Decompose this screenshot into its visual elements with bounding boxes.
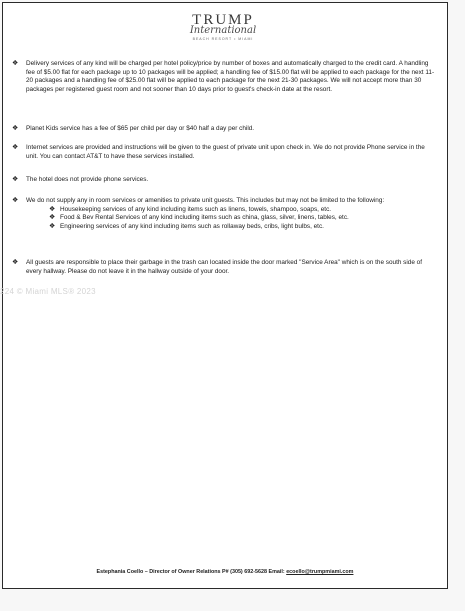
diamond-bullet-icon: ❖ [12, 144, 19, 151]
diamond-bullet-icon: ❖ [49, 222, 56, 230]
logo-wordmark: TRUMP [192, 12, 254, 28]
policy-text: Internet services are provided and instructions will be given to the guest of private unit upon check in. We do not provide Phone service in the unit. You can contact AT&T to have these services installed. [26, 144, 425, 160]
logo-tagline: BEACH RESORT • MIAMI [192, 37, 254, 41]
diamond-bullet-icon: ❖ [12, 176, 19, 183]
signature-text: Estephania Coello – Director of Owner Relations P# (305) 692-5628 Email: [96, 569, 285, 575]
policy-item-garbage [12, 259, 438, 276]
policy-text: Delivery services of any kind will be charged per hotel policy/price by number of boxes and automatically charged to the credit card. A handling fee of $5.00 flat for each package up to 10 packages will be applied; a handling fee of $15.00 flat will be applied to each package for the next 11-20 packages and a handling fee of $25.00 flat will be applied to each package for the next 21-30 packages. We will not accept more than 30 packages per registered guest room and not sooner than 10 days prior to guest's check-in date at the resort. [26, 60, 435, 93]
sub-list-text: Engineering services of any kind including items such as rollaway beds, cribs, light bulbs, etc. [60, 222, 324, 230]
diamond-bullet-icon: ❖ [12, 259, 19, 266]
sub-list-item [49, 222, 438, 232]
policy-item-delivery [12, 60, 438, 94]
signature-footer [3, 569, 447, 575]
sub-list-text: Housekeeping services of any kind including items such as linens, towels, shampoo, soaps, etc. [60, 205, 332, 213]
policy-text: All guests are responsible to place their garbage in the trash can located inside the door marked "Service Area" which is on the south side of every hallway. Please do not leave it in the hallway outside of your door. [26, 259, 423, 275]
diamond-bullet-icon: ❖ [12, 125, 19, 132]
logo-script: International [189, 25, 257, 36]
document-page [2, 2, 448, 589]
policy-item-amenities [12, 197, 438, 231]
policy-item-phone [12, 176, 438, 185]
sub-list-text: Food & Bev Rental Services of any kind including items such as china, glass, silver, linens, tables, etc. [60, 214, 349, 222]
policy-item-internet [12, 144, 438, 161]
trump-logo [178, 13, 268, 42]
email-link[interactable]: ecoello@trumpmiami.com [286, 569, 354, 575]
sub-list-item [49, 205, 438, 215]
policy-text: Planet Kids service has a fee of $65 per child per day or $40 half a day per child. [26, 125, 255, 132]
mls-watermark: 224 © Miami MLS® 2023 [0, 287, 96, 296]
sub-list-item [49, 214, 438, 223]
diamond-bullet-icon: ❖ [49, 205, 56, 213]
policy-item-planet-kids [12, 125, 438, 134]
policy-text: The hotel does not provide phone services. [26, 176, 149, 183]
diamond-bullet-icon: ❖ [12, 60, 19, 67]
diamond-bullet-icon: ❖ [12, 197, 19, 204]
diamond-bullet-icon: ❖ [49, 214, 56, 222]
policy-text: We do not supply any in room services or amenities to private unit guests. This includes but may not be limited to the following: [26, 197, 385, 204]
